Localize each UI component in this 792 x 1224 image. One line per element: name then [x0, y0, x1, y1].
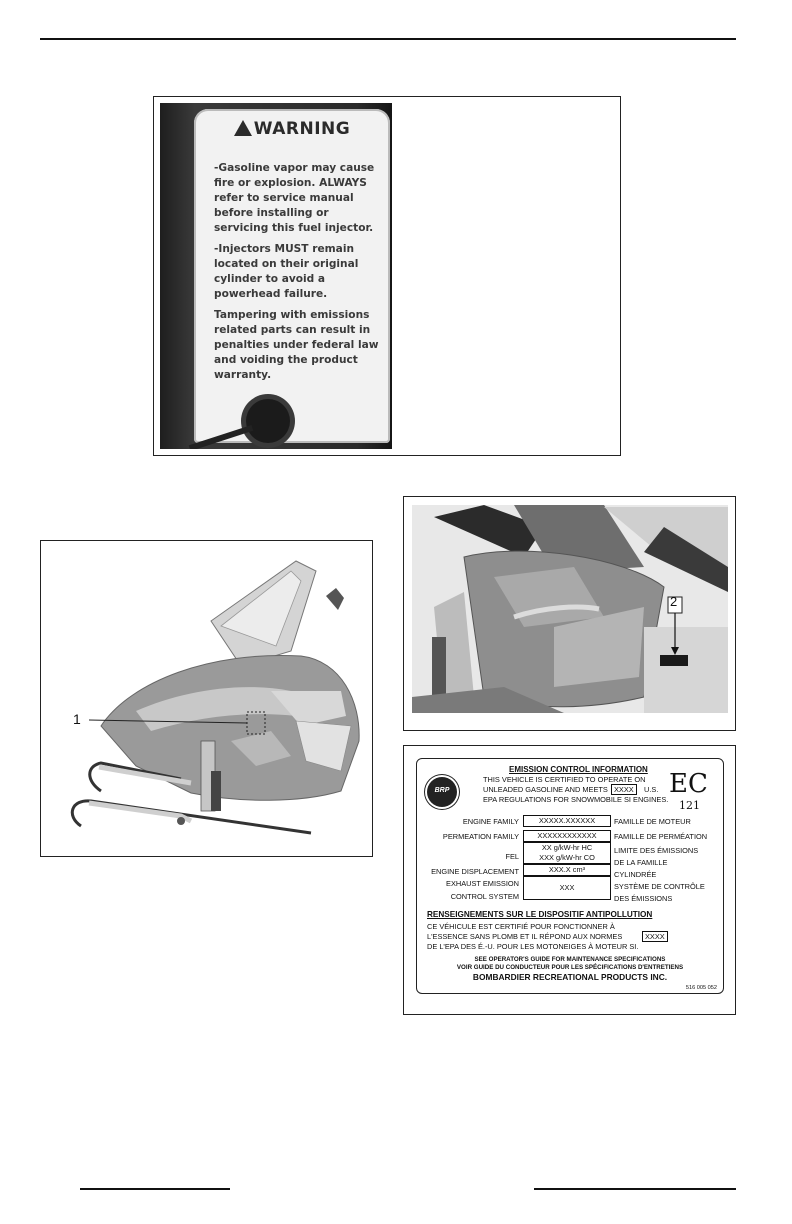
callout-1-label: 1	[73, 711, 81, 727]
snowmobile-closeup-figure	[403, 496, 736, 731]
company-name: BOMBARDIER RECREATIONAL PRODUCTS INC.	[472, 972, 668, 982]
cert-line-2b: U.S.	[644, 785, 659, 794]
french-line-3: DE L'EPA DES É.-U. POUR LES MOTONEIGES À MOTEUR SI.	[427, 942, 639, 951]
snowmobile-side-figure	[40, 540, 373, 857]
cert-line-3: EPA REGULATIONS FOR SNOWMOBILE SI ENGINES.	[483, 795, 669, 804]
snowmobile-closeup-illustration	[404, 497, 734, 729]
fel-label: FEL	[505, 852, 519, 861]
french-box: XXXX	[642, 931, 668, 942]
fel-french-2: DE LA FAMILLE	[614, 858, 668, 867]
brp-logo-text: BRP	[434, 787, 450, 794]
engine-family-french: FAMILLE DE MOTEUR	[614, 817, 691, 826]
exhaust-french-2: DES ÉMISSIONS	[614, 894, 673, 903]
exhaust-french-1: SYSTÈME DE CONTRÔLE	[614, 882, 705, 891]
displacement-value: XXX.X cm³	[523, 864, 611, 876]
engine-family-label: ENGINE FAMILY	[462, 817, 519, 826]
cert-line-1: THIS VEHICLE IS CERTIFIED TO OPERATE ON	[483, 775, 646, 784]
warning-paragraph-1: -Gasoline vapor may cause fire or explosion. ALWAYS refer to service manual before installing or servicing this fuel injector.	[214, 162, 375, 234]
fel-value	[523, 842, 611, 864]
warning-triangle-icon	[234, 120, 252, 136]
emission-label-figure	[403, 745, 736, 1015]
guide-french: VOIR GUIDE DU CONDUCTEUR POUR LES SPÉCIFICATIONS D'ENTRETIENS	[456, 964, 684, 971]
french-line-1: CE VÉHICULE EST CERTIFIÉ POUR FONCTIONNER À	[427, 922, 615, 931]
footer-rule-right	[534, 1188, 736, 1190]
fel-hc-value: XX g/kW-hr HC	[541, 843, 593, 852]
ec-number: 121	[679, 799, 700, 812]
permeation-family-label: PERMEATION FAMILY	[442, 832, 519, 841]
footer-rule-left	[80, 1188, 230, 1190]
fuel-injector-grommet	[246, 399, 290, 443]
warning-decal	[194, 109, 390, 443]
exhaust-label-1: EXHAUST EMISSION	[446, 879, 519, 888]
emission-label	[416, 758, 724, 994]
fel-co-value: XXX g/kW-hr CO	[539, 853, 595, 862]
fel-french-1: LIMITE DES ÉMISSIONS	[614, 846, 699, 855]
cert-line-2a: UNLEADED GASOLINE AND MEETS	[483, 785, 608, 794]
snowmobile-side-illustration	[41, 541, 371, 855]
engine-family-value: XXXXX.XXXXXX	[523, 815, 611, 827]
emission-title: EMISSION CONTROL INFORMATION	[509, 765, 648, 774]
warning-paragraph-2: -Injectors MUST remain located on their original cylinder to avoid a powerhead failure.	[214, 243, 359, 300]
injector-wire	[189, 425, 254, 449]
brp-logo	[427, 777, 457, 807]
exhaust-value: XXX	[523, 876, 611, 900]
callout-2-label: 2	[670, 594, 678, 609]
guide-english: SEE OPERATOR'S GUIDE FOR MAINTENANCE SPECIFICATIONS	[474, 956, 666, 963]
warning-text	[214, 161, 382, 389]
warning-heading: WARNING	[194, 119, 390, 139]
ec-mark: EC	[669, 769, 708, 799]
displacement-french: CYLINDRÉE	[614, 870, 657, 879]
french-line-2: L'ESSENCE SANS PLOMB ET IL RÉPOND AUX NORMES	[427, 932, 623, 941]
cert-box: XXXX	[611, 784, 637, 795]
warning-decal-photo	[160, 103, 392, 449]
part-number: 516 005 052	[685, 985, 717, 991]
french-title: RENSEIGNEMENTS SUR LE DISPOSITIF ANTIPOLLUTION	[427, 910, 653, 919]
header-rule	[40, 38, 736, 40]
exhaust-label-2: CONTROL SYSTEM	[450, 892, 519, 901]
permeation-family-value: XXXXXXXXXXXX	[523, 830, 611, 842]
warning-decal-figure	[153, 96, 621, 456]
displacement-label: ENGINE DISPLACEMENT	[431, 867, 519, 876]
warning-paragraph-3: Tampering with emissions related parts can result in penalties under federal law and voiding the product warranty.	[214, 309, 379, 381]
permeation-family-french: FAMILLE DE PERMÉATION	[614, 832, 708, 841]
